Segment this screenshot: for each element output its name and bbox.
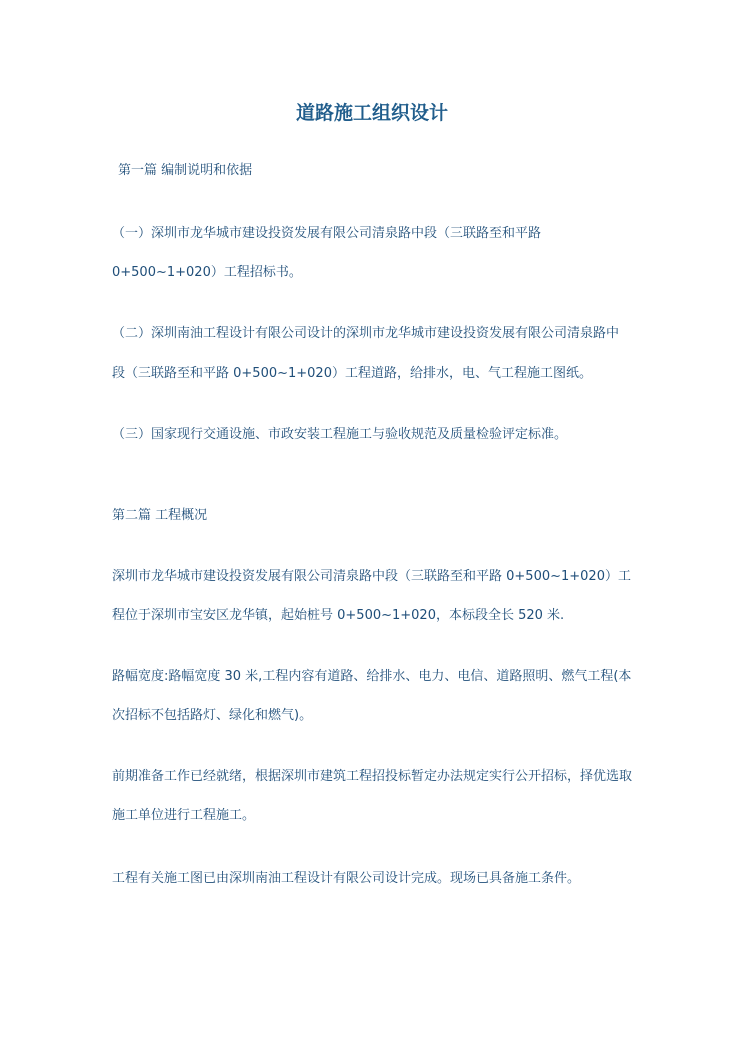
basis-2-line-1: （二）深圳南油工程设计有限公司设计的深圳市龙华城市建设投资发展有限公司清泉路中 bbox=[112, 326, 620, 341]
overview-3-line-2: 施工单位进行工程施工。 bbox=[112, 808, 256, 823]
overview-1-line-1: 深圳市龙华城市建设投资发展有限公司清泉路中段（三联路至和平路 0+500~1+020）工 bbox=[112, 569, 631, 584]
chapter-1-heading: 第一篇 编制说明和依据 bbox=[118, 163, 253, 178]
overview-3-line-1: 前期准备工作已经就绪，根据深圳市建筑工程招投标暂定办法规定实行公开招标，择优选取 bbox=[112, 769, 633, 784]
overview-2-line-2: 次招标不包括路灯、绿化和燃气)。 bbox=[112, 708, 313, 723]
overview-4-line-1: 工程有关施工图已由深圳南油工程设计有限公司设计完成。现场已具备施工条件。 bbox=[112, 871, 581, 886]
document-title: 道路施工组织设计 bbox=[295, 102, 448, 124]
chapter-2-heading: 第二篇 工程概况 bbox=[112, 508, 208, 523]
basis-2-line-2: 段（三联路至和平路 0+500~1+020）工程道路，给排水，电、气工程施工图纸。 bbox=[112, 366, 592, 381]
basis-1-line-1: （一）深圳市龙华城市建设投资发展有限公司清泉路中段（三联路至和平路 bbox=[112, 226, 542, 241]
basis-3-line-1: （三）国家现行交通设施、市政安装工程施工与验收规范及质量检验评定标准。 bbox=[112, 427, 568, 442]
basis-1-line-2: 0+500~1+020）工程招标书。 bbox=[112, 265, 302, 280]
overview-1-line-2: 程位于深圳市宝安区龙华镇，起始桩号 0+500~1+020，本标段全长 520 米. bbox=[112, 608, 565, 623]
overview-2-line-1: 路幅宽度:路幅宽度 30 米,工程内容有道路、给排水、电力、电信、道路照明、燃气工程(本 bbox=[112, 669, 632, 684]
